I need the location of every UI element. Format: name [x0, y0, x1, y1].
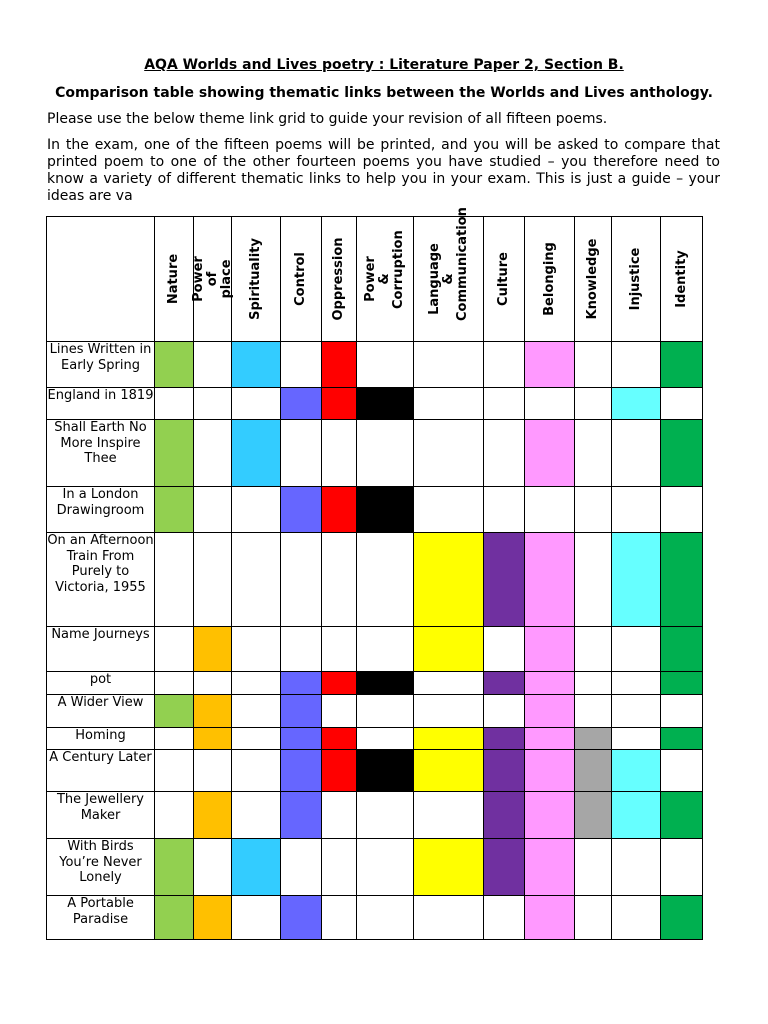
theme-link-cell-empty — [575, 839, 612, 896]
theme-link-cell-empty — [575, 487, 612, 533]
theme-link-cell-filled — [281, 792, 322, 839]
theme-label: Power of place — [190, 256, 234, 302]
theme-link-cell-filled — [661, 627, 703, 672]
theme-link-cell-empty — [525, 487, 575, 533]
theme-link-cell-empty — [357, 896, 414, 940]
poem-title: In a London Drawingroom — [47, 487, 155, 533]
theme-label: Oppression — [331, 237, 346, 321]
theme-header — [232, 217, 281, 342]
theme-link-cell-filled — [322, 342, 357, 388]
theme-link-cell-filled — [484, 533, 525, 627]
theme-link-cell-filled — [612, 388, 661, 420]
theme-link-cell-empty — [414, 792, 484, 839]
theme-link-cell-empty — [322, 792, 357, 839]
theme-header — [575, 217, 612, 342]
theme-link-cell-empty — [194, 388, 232, 420]
theme-link-cell-empty — [194, 750, 232, 792]
theme-link-cell-empty — [484, 420, 525, 487]
theme-link-cell-filled — [525, 896, 575, 940]
theme-link-cell-empty — [484, 388, 525, 420]
theme-link-cell-filled — [525, 750, 575, 792]
theme-link-cell-empty — [525, 388, 575, 420]
theme-label: Knowledge — [585, 238, 600, 320]
theme-link-cell-empty — [612, 672, 661, 695]
theme-link-cell-empty — [194, 487, 232, 533]
theme-link-cell-filled — [281, 487, 322, 533]
theme-link-cell-empty — [661, 750, 703, 792]
theme-label: Nature — [166, 253, 181, 305]
theme-link-cell-empty — [575, 672, 612, 695]
theme-header — [190, 217, 234, 342]
theme-link-cell-filled — [661, 896, 703, 940]
theme-link-cell-empty — [612, 420, 661, 487]
theme-link-cell-empty — [612, 839, 661, 896]
theme-link-cell-filled — [661, 420, 703, 487]
theme-link-cell-empty — [612, 487, 661, 533]
table-row — [47, 695, 703, 728]
theme-link-cell-filled — [232, 420, 281, 487]
theme-link-cell-empty — [281, 533, 322, 627]
table-row — [47, 672, 703, 695]
theme-link-cell-filled — [484, 839, 525, 896]
theme-link-cell-empty — [612, 728, 661, 750]
theme-link-cell-empty — [612, 896, 661, 940]
theme-label: Culture — [496, 252, 511, 306]
theme-link-cell-empty — [322, 627, 357, 672]
theme-link-cell-empty — [484, 487, 525, 533]
theme-link-cell-empty — [155, 728, 194, 750]
theme-link-cell-filled — [661, 533, 703, 627]
theme-link-cell-empty — [661, 695, 703, 728]
theme-link-cell-empty — [232, 627, 281, 672]
poem-title: A Century Later — [47, 750, 155, 792]
table-row — [47, 420, 703, 487]
theme-link-cell-empty — [575, 420, 612, 487]
theme-link-cell-empty — [357, 420, 414, 487]
theme-link-cell-empty — [575, 342, 612, 388]
theme-link-cell-filled — [281, 896, 322, 940]
theme-link-cell-empty — [484, 695, 525, 728]
theme-header — [155, 217, 194, 342]
theme-link-cell-filled — [155, 695, 194, 728]
table-row — [47, 487, 703, 533]
theme-link-cell-filled — [194, 792, 232, 839]
theme-link-cell-empty — [155, 388, 194, 420]
theme-link-cell-filled — [155, 342, 194, 388]
theme-link-cell-filled — [612, 750, 661, 792]
document-title: AQA Worlds and Lives poetry : Literature Paper 2, Section B. — [144, 57, 624, 73]
table-corner-cell — [47, 217, 155, 342]
theme-label: Spirituality — [248, 238, 263, 320]
theme-link-cell-empty — [414, 342, 484, 388]
theme-header — [322, 217, 357, 342]
theme-link-cell-filled — [232, 342, 281, 388]
theme-link-cell-filled — [414, 839, 484, 896]
theme-link-cell-empty — [661, 839, 703, 896]
theme-link-cell-empty — [414, 672, 484, 695]
theme-header — [281, 217, 322, 342]
theme-link-cell-filled — [322, 728, 357, 750]
poem-title: A Wider View — [47, 695, 155, 728]
poem-title: Homing — [47, 728, 155, 750]
theme-link-cell-empty — [194, 533, 232, 627]
theme-link-cell-filled — [281, 750, 322, 792]
theme-link-cell-filled — [357, 672, 414, 695]
theme-link-cell-empty — [322, 533, 357, 627]
table-row — [47, 896, 703, 940]
theme-link-cell-filled — [484, 672, 525, 695]
theme-link-cell-empty — [155, 792, 194, 839]
theme-link-cell-filled — [357, 750, 414, 792]
theme-link-cell-filled — [322, 388, 357, 420]
theme-link-cell-empty — [232, 728, 281, 750]
poem-title: Shall Earth No More Inspire Thee — [47, 420, 155, 487]
theme-link-cell-filled — [155, 487, 194, 533]
theme-link-table — [46, 207, 703, 940]
theme-link-cell-empty — [575, 896, 612, 940]
theme-link-cell-empty — [357, 695, 414, 728]
theme-link-cell-filled — [575, 750, 612, 792]
theme-link-cell-filled — [484, 750, 525, 792]
poem-title: A Portable Paradise — [47, 896, 155, 940]
theme-link-cell-empty — [194, 420, 232, 487]
theme-header — [357, 217, 414, 342]
theme-link-cell-empty — [194, 839, 232, 896]
theme-link-cell-filled — [612, 533, 661, 627]
theme-link-cell-empty — [232, 896, 281, 940]
theme-link-cell-empty — [612, 342, 661, 388]
theme-link-cell-empty — [155, 672, 194, 695]
theme-link-cell-empty — [414, 896, 484, 940]
theme-link-cell-filled — [322, 672, 357, 695]
theme-link-cell-filled — [525, 792, 575, 839]
theme-link-cell-empty — [155, 750, 194, 792]
theme-link-cell-filled — [194, 695, 232, 728]
theme-link-cell-filled — [281, 672, 322, 695]
theme-link-cell-filled — [525, 342, 575, 388]
theme-link-cell-empty — [484, 627, 525, 672]
poem-title: Lines Written in Early Spring — [47, 342, 155, 388]
theme-link-cell-filled — [414, 627, 484, 672]
theme-link-cell-filled — [414, 750, 484, 792]
theme-link-cell-empty — [357, 627, 414, 672]
theme-link-cell-empty — [322, 896, 357, 940]
poem-title: England in 1819 — [47, 388, 155, 420]
theme-link-cell-filled — [194, 728, 232, 750]
theme-link-cell-empty — [661, 388, 703, 420]
table-row — [47, 792, 703, 839]
theme-link-cell-filled — [357, 487, 414, 533]
poem-title: The Jewellery Maker — [47, 792, 155, 839]
theme-link-cell-filled — [525, 627, 575, 672]
theme-link-cell-empty — [232, 487, 281, 533]
theme-label: Language & Communication — [426, 207, 470, 321]
theme-link-cell-filled — [575, 728, 612, 750]
theme-link-cell-empty — [232, 388, 281, 420]
theme-link-cell-filled — [661, 792, 703, 839]
table-row — [47, 839, 703, 896]
theme-label: Belonging — [541, 242, 557, 316]
table-row — [47, 750, 703, 792]
theme-link-cell-empty — [661, 487, 703, 533]
theme-link-cell-empty — [194, 342, 232, 388]
theme-link-cell-empty — [232, 750, 281, 792]
theme-link-cell-filled — [661, 672, 703, 695]
theme-link-cell-empty — [414, 388, 484, 420]
theme-link-cell-empty — [232, 792, 281, 839]
theme-link-cell-filled — [155, 839, 194, 896]
theme-link-cell-empty — [612, 695, 661, 728]
table-header-row — [47, 217, 703, 342]
intro-paragraph: Please use the below theme link grid to guide your revision of all fifteen poems. — [47, 111, 608, 127]
table-row — [47, 728, 703, 750]
theme-link-cell-filled — [414, 728, 484, 750]
theme-link-cell-filled — [525, 695, 575, 728]
theme-link-cell-empty — [357, 342, 414, 388]
theme-header — [525, 217, 575, 342]
theme-link-cell-filled — [281, 695, 322, 728]
theme-label: Control — [293, 252, 308, 306]
theme-link-cell-empty — [155, 533, 194, 627]
theme-link-cell-filled — [525, 533, 575, 627]
theme-link-cell-empty — [357, 728, 414, 750]
theme-link-cell-filled — [155, 420, 194, 487]
theme-link-cell-empty — [575, 627, 612, 672]
theme-link-cell-filled — [155, 896, 194, 940]
poem-title: On an Afternoon Train From Purely to Victoria, 1955 — [47, 533, 155, 627]
theme-link-cell-empty — [357, 792, 414, 839]
theme-link-cell-empty — [612, 627, 661, 672]
theme-link-cell-empty — [232, 533, 281, 627]
poem-title: Name Journeys — [47, 627, 155, 672]
theme-link-cell-empty — [322, 695, 357, 728]
theme-link-cell-empty — [281, 839, 322, 896]
theme-link-cell-filled — [484, 792, 525, 839]
theme-link-cell-filled — [484, 728, 525, 750]
theme-link-cell-filled — [357, 388, 414, 420]
poem-title: With Birds You’re Never Lonely — [47, 839, 155, 896]
theme-header — [484, 217, 525, 342]
theme-label: Injustice — [628, 247, 643, 311]
theme-link-cell-empty — [322, 420, 357, 487]
theme-link-cell-empty — [575, 388, 612, 420]
theme-header — [661, 217, 703, 342]
theme-link-cell-filled — [232, 839, 281, 896]
theme-link-cell-filled — [525, 672, 575, 695]
theme-link-cell-empty — [194, 672, 232, 695]
theme-link-cell-filled — [322, 487, 357, 533]
theme-link-cell-empty — [232, 695, 281, 728]
theme-link-cell-filled — [661, 728, 703, 750]
exam-paragraph: In the exam, one of the fifteen poems will be printed, and you will be asked to compare that printed poem to one of the other fourteen poems you have studied – you therefore need to know a variety of different thematic links to help you in your exam. This is just a guide – your ideas are va — [47, 137, 720, 204]
theme-link-cell-empty — [155, 627, 194, 672]
theme-link-cell-empty — [414, 420, 484, 487]
theme-link-cell-empty — [232, 672, 281, 695]
theme-link-cell-empty — [484, 342, 525, 388]
theme-link-cell-empty — [357, 533, 414, 627]
theme-link-cell-empty — [484, 896, 525, 940]
theme-link-cell-filled — [414, 533, 484, 627]
table-row — [47, 342, 703, 388]
theme-link-cell-empty — [281, 627, 322, 672]
theme-link-cell-empty — [575, 533, 612, 627]
theme-link-cell-empty — [575, 695, 612, 728]
theme-header — [612, 217, 661, 342]
theme-link-cell-filled — [194, 896, 232, 940]
table-row — [47, 627, 703, 672]
theme-link-cell-filled — [194, 627, 232, 672]
theme-link-cell-empty — [281, 420, 322, 487]
theme-link-cell-filled — [525, 420, 575, 487]
table-row — [47, 533, 703, 627]
theme-link-cell-filled — [661, 342, 703, 388]
theme-link-cell-filled — [281, 388, 322, 420]
theme-link-cell-empty — [414, 487, 484, 533]
theme-link-cell-filled — [281, 728, 322, 750]
theme-label: Power & Corruption — [363, 230, 406, 309]
theme-header — [414, 207, 484, 342]
theme-link-cell-filled — [575, 792, 612, 839]
table-row — [47, 388, 703, 420]
theme-link-cell-filled — [525, 728, 575, 750]
theme-link-cell-empty — [414, 695, 484, 728]
theme-link-cell-filled — [525, 839, 575, 896]
theme-link-cell-empty — [322, 839, 357, 896]
theme-link-cell-filled — [612, 792, 661, 839]
theme-link-cell-empty — [357, 839, 414, 896]
document-subtitle: Comparison table showing thematic links between the Worlds and Lives anthology. — [55, 85, 713, 101]
theme-label: Identity — [673, 250, 689, 308]
poem-title: pot — [47, 672, 155, 695]
theme-link-cell-filled — [322, 750, 357, 792]
theme-link-cell-empty — [281, 342, 322, 388]
